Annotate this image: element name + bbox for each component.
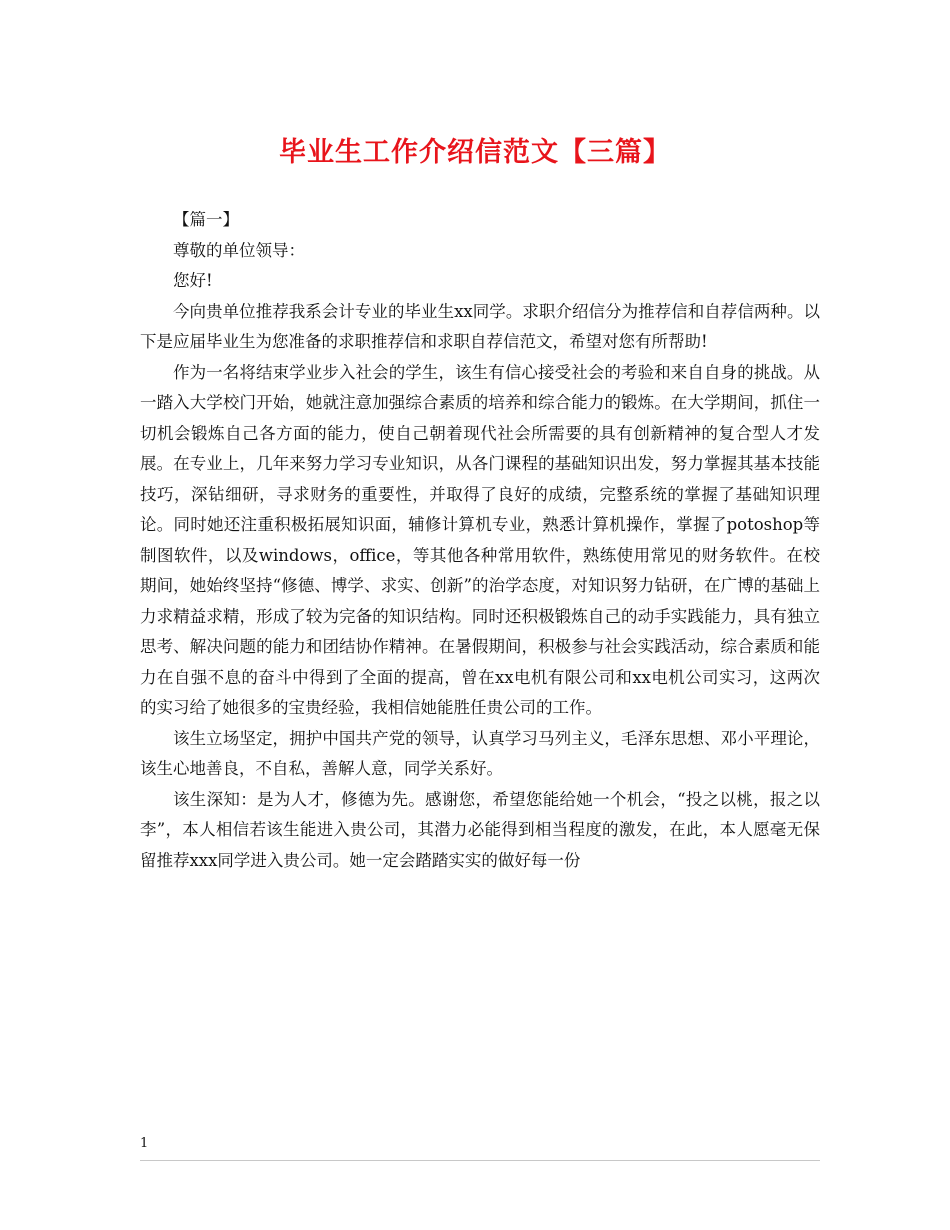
section-heading: 【篇一】 (173, 210, 239, 229)
body-paragraph: 该生深知：是为人才，修德为先。感谢您，希望您能给她一个机会，“投之以桃，报之以李”，本人相信若该生能进入贵公司，其潜力必能得到相当程度的激发，在此，本人愿毫无保留推荐xxx同学进入贵公司。她一定会踏踏实实的做好每一份 (140, 789, 820, 870)
footer-divider (140, 1160, 820, 1161)
body-paragraph: 该生立场坚定，拥护中国共产党的领导，认真学习马列主义，毛泽东思想、邓小平理论，该生心地善良，不自私，善解人意，同学关系好。 (140, 728, 820, 778)
salutation: 尊敬的单位领导： (173, 240, 305, 260)
page-number: 1 (140, 1136, 149, 1151)
body-paragraph: 今向贵单位推荐我系会计专业的毕业生xx同学。求职介绍信分为推荐信和自荐信两种。以下是应届毕业生为您准备的求职推荐信和求职自荐信范文，希望对您有所帮助! (140, 301, 820, 351)
document-title: 毕业生工作介绍信范文【三篇】 (279, 137, 671, 168)
greeting: 您好! (173, 271, 213, 290)
document-body (140, 205, 820, 876)
body-paragraph: 作为一名将结束学业步入社会的学生，该生有信心接受社会的考验和来自自身的挑战。从一踏入大学校门开始，她就注意加强综合素质的培养和综合能力的锻炼。在大学期间，抓住一切机会锻炼自己各方面的能力，使自己朝着现代社会所需要的具有创新精神的复合型人才发展。在专业上，几年来努力学习专业知识，从各门课程的基础知识出发，努力掌握其基本技能技巧，深钻细研，寻求财务的重要性，并取得了良好的成绩，完整系统的掌握了基础知识理论。同时她还注重积极拓展知识面，辅修计算机专业，熟悉计算机操作，掌握了potoshop等制图软件，以及windows，office，等其他各种常用软件，熟练使用常见的财务软件。在校期间，她始终坚持“修德、博学、求实、创新”的治学态度，对知识努力钻研，在广博的基础上力求精益求精，形成了较为完备的知识结构。同时还积极锻炼自己的动手实践能力，具有独立思考、解决问题的能力和团结协作精神。在暑假期间，积极参与社会实践活动，综合素质和能力在自强不息的奋斗中得到了全面的提高，曾在xx电机有限公司和xx电机公司实习，这两次的实习给了她很多的宝贵经验，我相信她能胜任贵公司的工作。 (140, 362, 820, 717)
